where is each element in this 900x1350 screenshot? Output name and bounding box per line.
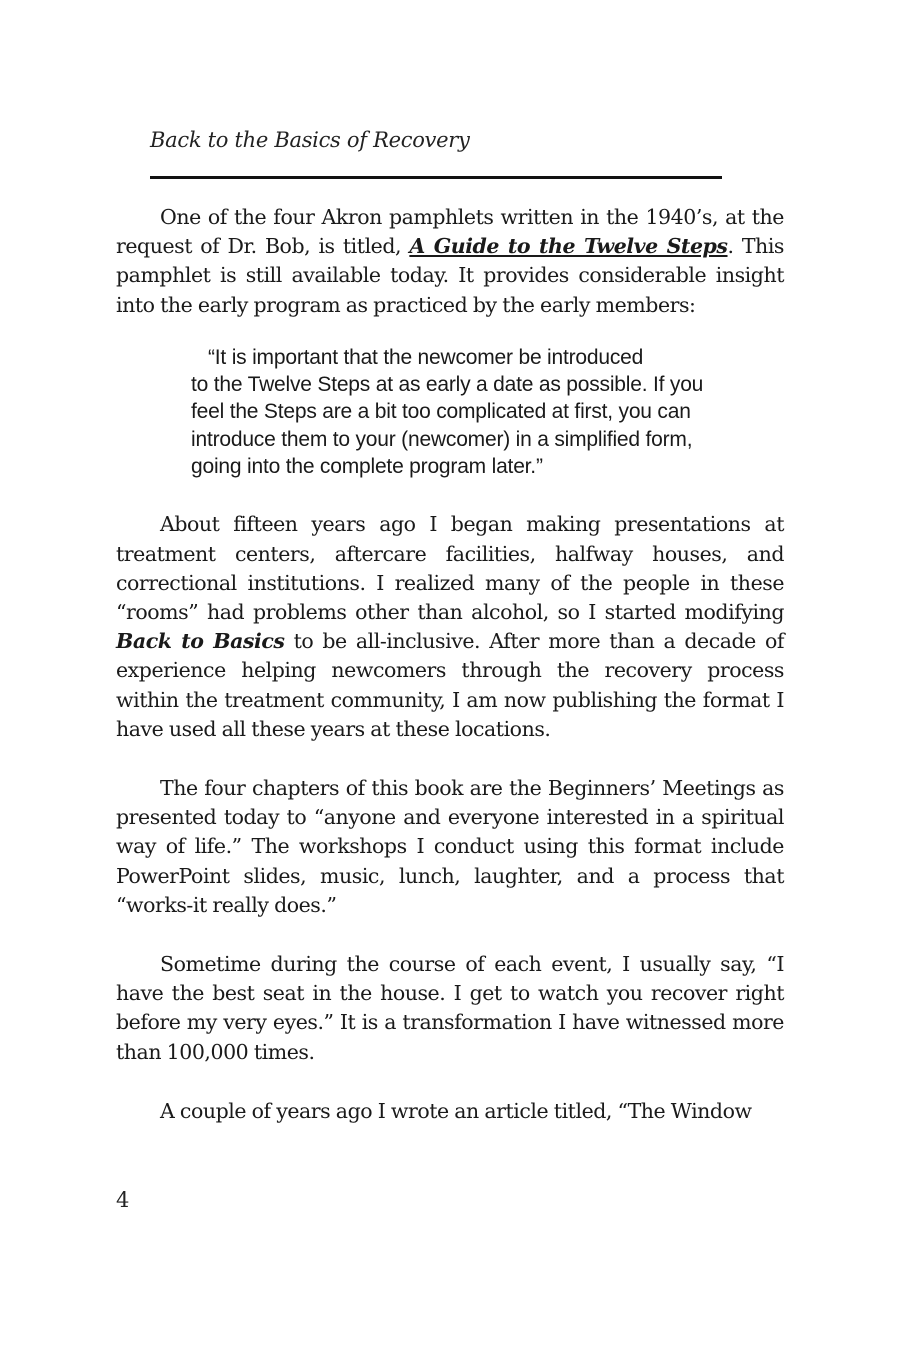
paragraph-window-article: A couple of years ago I wrote an article titled, “The Window bbox=[160, 1098, 752, 1123]
paragraph-presentations bbox=[116, 510, 784, 744]
paragraph-best-seat: Sometime during the course of each event, I usually say, “I have the best seat in the house. I get to watch you recover right before my very eyes.” It is a transformation I have witnessed more than 100,000 times. bbox=[116, 951, 784, 1064]
body-text bbox=[116, 203, 784, 1126]
page-number: 4 bbox=[116, 1188, 130, 1212]
quote-line: “It is important that the newcomer be introduced bbox=[208, 345, 644, 369]
paragraph-four-chapters: The four chapters of this book are the Beginners’ Meetings as presented today to “anyone and everyone interested in a spiritual way of life.” The workshops I conduct using this format include PowerPoint slides, music, lunch, laughter, and a process that “works-it really does.” bbox=[116, 775, 784, 917]
block-quote bbox=[191, 344, 712, 480]
paragraph-text: to be all-inclusive. After more than a decade of experience helping newcomers through the recovery process within the treatment community, I am now publishing the format I have used all these years at these locations. bbox=[116, 629, 784, 741]
pamphlet-title: A Guide to the Twelve Steps bbox=[409, 234, 728, 259]
paragraph-text: . This pamphlet is still available today. It provides considerable insight into the early program as practiced by the early members: bbox=[116, 234, 784, 317]
running-head-title: Back to the Basics of Recovery bbox=[150, 128, 470, 152]
book-title: Back to Basics bbox=[116, 629, 285, 654]
paragraph-text: One of the four Akron pamphlets written in the 1940’s, at the request of Dr. Bob, is titled, bbox=[116, 205, 784, 259]
paragraph-text: About fifteen years ago I began making presentations at treatment centers, aftercare facilities, halfway houses, and correctional institutions. I realized many of the people in these “rooms” had problems other than alcohol, so I started modifying bbox=[116, 512, 784, 624]
header-rule bbox=[150, 176, 722, 179]
paragraph-akron-pamphlets bbox=[116, 203, 784, 320]
quote-text: to the Twelve Steps at as early a date as possible. If you feel the Steps are a bit too complicated at first, you can introduce them to your (newcomer) in a simplified form, going into the complete program later.” bbox=[191, 373, 704, 478]
